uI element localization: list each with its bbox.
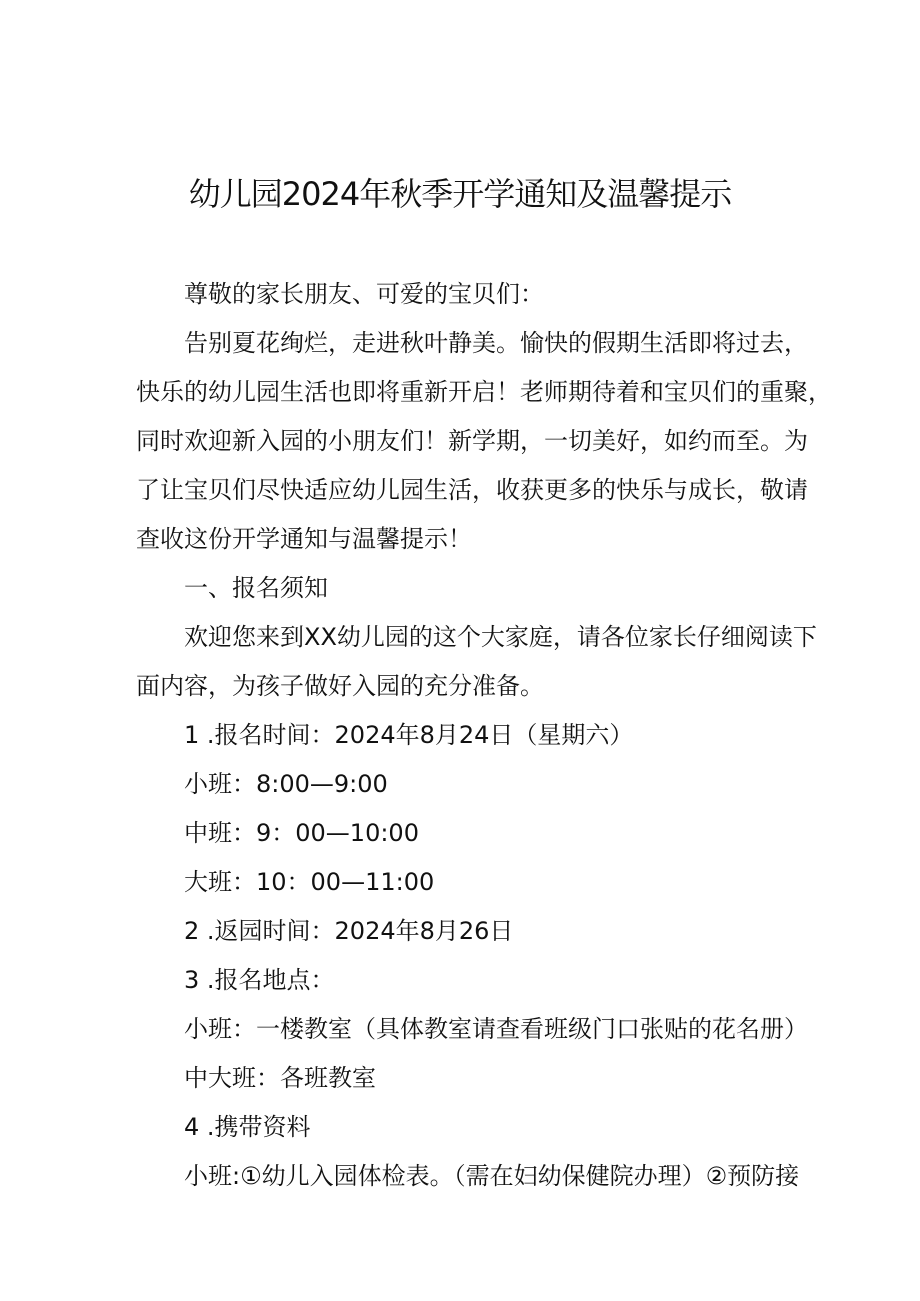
- middle-class-time: 中班：9：00—10:00: [184, 819, 419, 847]
- small-class-materials: 小班:①幼儿入园体检表。（需在妇幼保健院办理）②预防接: [184, 1162, 800, 1190]
- document-title: 幼儿园2024年秋季开学通知及温馨提示: [188, 175, 732, 213]
- section-heading-registration: 一、报名须知: [184, 574, 328, 602]
- return-time: 2 .返园时间：2024年8月26日: [184, 917, 514, 945]
- materials-heading: 4 .携带资料: [184, 1113, 311, 1141]
- intro-line-1: 告别夏花绚烂，走进秋叶静美。愉快的假期生活即将过去，: [184, 329, 808, 357]
- large-class-time: 大班：10：00—11:00: [184, 868, 435, 896]
- intro-line-4: 了让宝贝们尽快适应幼儿园生活，收获更多的快乐与成长，敬请: [136, 476, 808, 504]
- welcome-line-2: 面内容，为孩子做好入园的充分准备。: [136, 672, 544, 700]
- small-class-time: 小班：8:00—9:00: [184, 770, 388, 798]
- intro-line-2: 快乐的幼儿园生活也即将重新开启！老师期待着和宝贝们的重聚，: [136, 378, 832, 406]
- middle-large-class-location: 中大班：各班教室: [184, 1064, 376, 1092]
- registration-location: 3 .报名地点：: [184, 966, 335, 994]
- intro-line-5: 查收这份开学通知与温馨提示！: [136, 525, 472, 553]
- intro-line-3: 同时欢迎新入园的小朋友们！新学期，一切美好，如约而至。为: [136, 427, 808, 455]
- welcome-line-1: 欢迎您来到XX幼儿园的这个大家庭，请各位家长仔细阅读下: [184, 623, 817, 651]
- registration-time: 1 .报名时间：2024年8月24日（星期六）: [184, 721, 634, 749]
- greeting: 尊敬的家长朋友、可爱的宝贝们：: [184, 280, 544, 308]
- small-class-location: 小班：一楼教室（具体教室请查看班级门口张贴的花名册）: [184, 1015, 808, 1043]
